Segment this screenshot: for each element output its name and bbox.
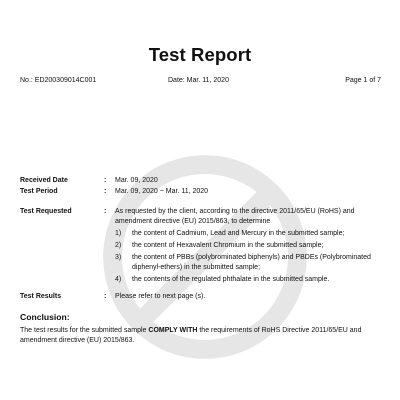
conclusion-text-end: the requirements of RoHS Directive 2011/65/EU and amendment directive (EU) 2015/863. bbox=[20, 327, 362, 344]
test-item-number: 2) bbox=[115, 242, 122, 249]
test-item bbox=[115, 275, 382, 285]
report-title: Test Report bbox=[148, 44, 252, 65]
report-number: No.: ED200309014C001 bbox=[20, 77, 97, 84]
test-item-text: the content of PBBs (polybrominated biphenyls) and PBDEs (Polybrominated diphenyl-ethers) in the submitted sample; bbox=[132, 254, 371, 271]
conclusion-verdict: COMPLY WITH bbox=[148, 327, 198, 334]
test-requested-value bbox=[115, 207, 382, 285]
test-results-value: Please refer to next page (s). bbox=[115, 293, 206, 300]
test-item-number: 3) bbox=[115, 254, 122, 261]
conclusion-text bbox=[20, 326, 376, 346]
test-item-text: the contents of the regulated phthalate in the submitted sample. bbox=[132, 276, 330, 283]
colon: : bbox=[104, 208, 107, 215]
test-item-number: 4) bbox=[115, 276, 122, 283]
colon: : bbox=[104, 177, 107, 184]
test-item-text: the content of Cadmium, Lead and Mercury in the submitted sample; bbox=[132, 230, 345, 237]
test-item bbox=[115, 253, 382, 273]
colon: : bbox=[104, 293, 107, 300]
page-number: Page 1 of 7 bbox=[345, 77, 381, 84]
received-date-label: Received Date bbox=[20, 177, 68, 184]
colon: : bbox=[104, 188, 107, 195]
test-requested-label: Test Requested bbox=[20, 208, 72, 215]
test-period-label: Test Period bbox=[20, 188, 58, 195]
test-item bbox=[115, 241, 382, 251]
test-period-value: Mar. 09, 2020 ~ Mar. 11, 2020 bbox=[115, 188, 209, 195]
test-item-text: the content of Hexavalent Chromium in the submitted sample; bbox=[132, 242, 324, 249]
conclusion-text-start: The test results for the submitted sample bbox=[20, 327, 149, 334]
report-date: Date: Mar. 11, 2020 bbox=[168, 77, 229, 84]
conclusion-heading: Conclusion: bbox=[20, 312, 70, 322]
test-item bbox=[115, 229, 382, 239]
test-requested-intro: As requested by the client, according to the directive 2011/65/EU (RoHS) and amendment directive (EU) 2015/863, to determine bbox=[115, 208, 355, 225]
test-results-label: Test Results bbox=[20, 293, 62, 300]
received-date-value: Mar. 09, 2020 bbox=[115, 177, 158, 184]
test-item-number: 1) bbox=[115, 230, 122, 237]
